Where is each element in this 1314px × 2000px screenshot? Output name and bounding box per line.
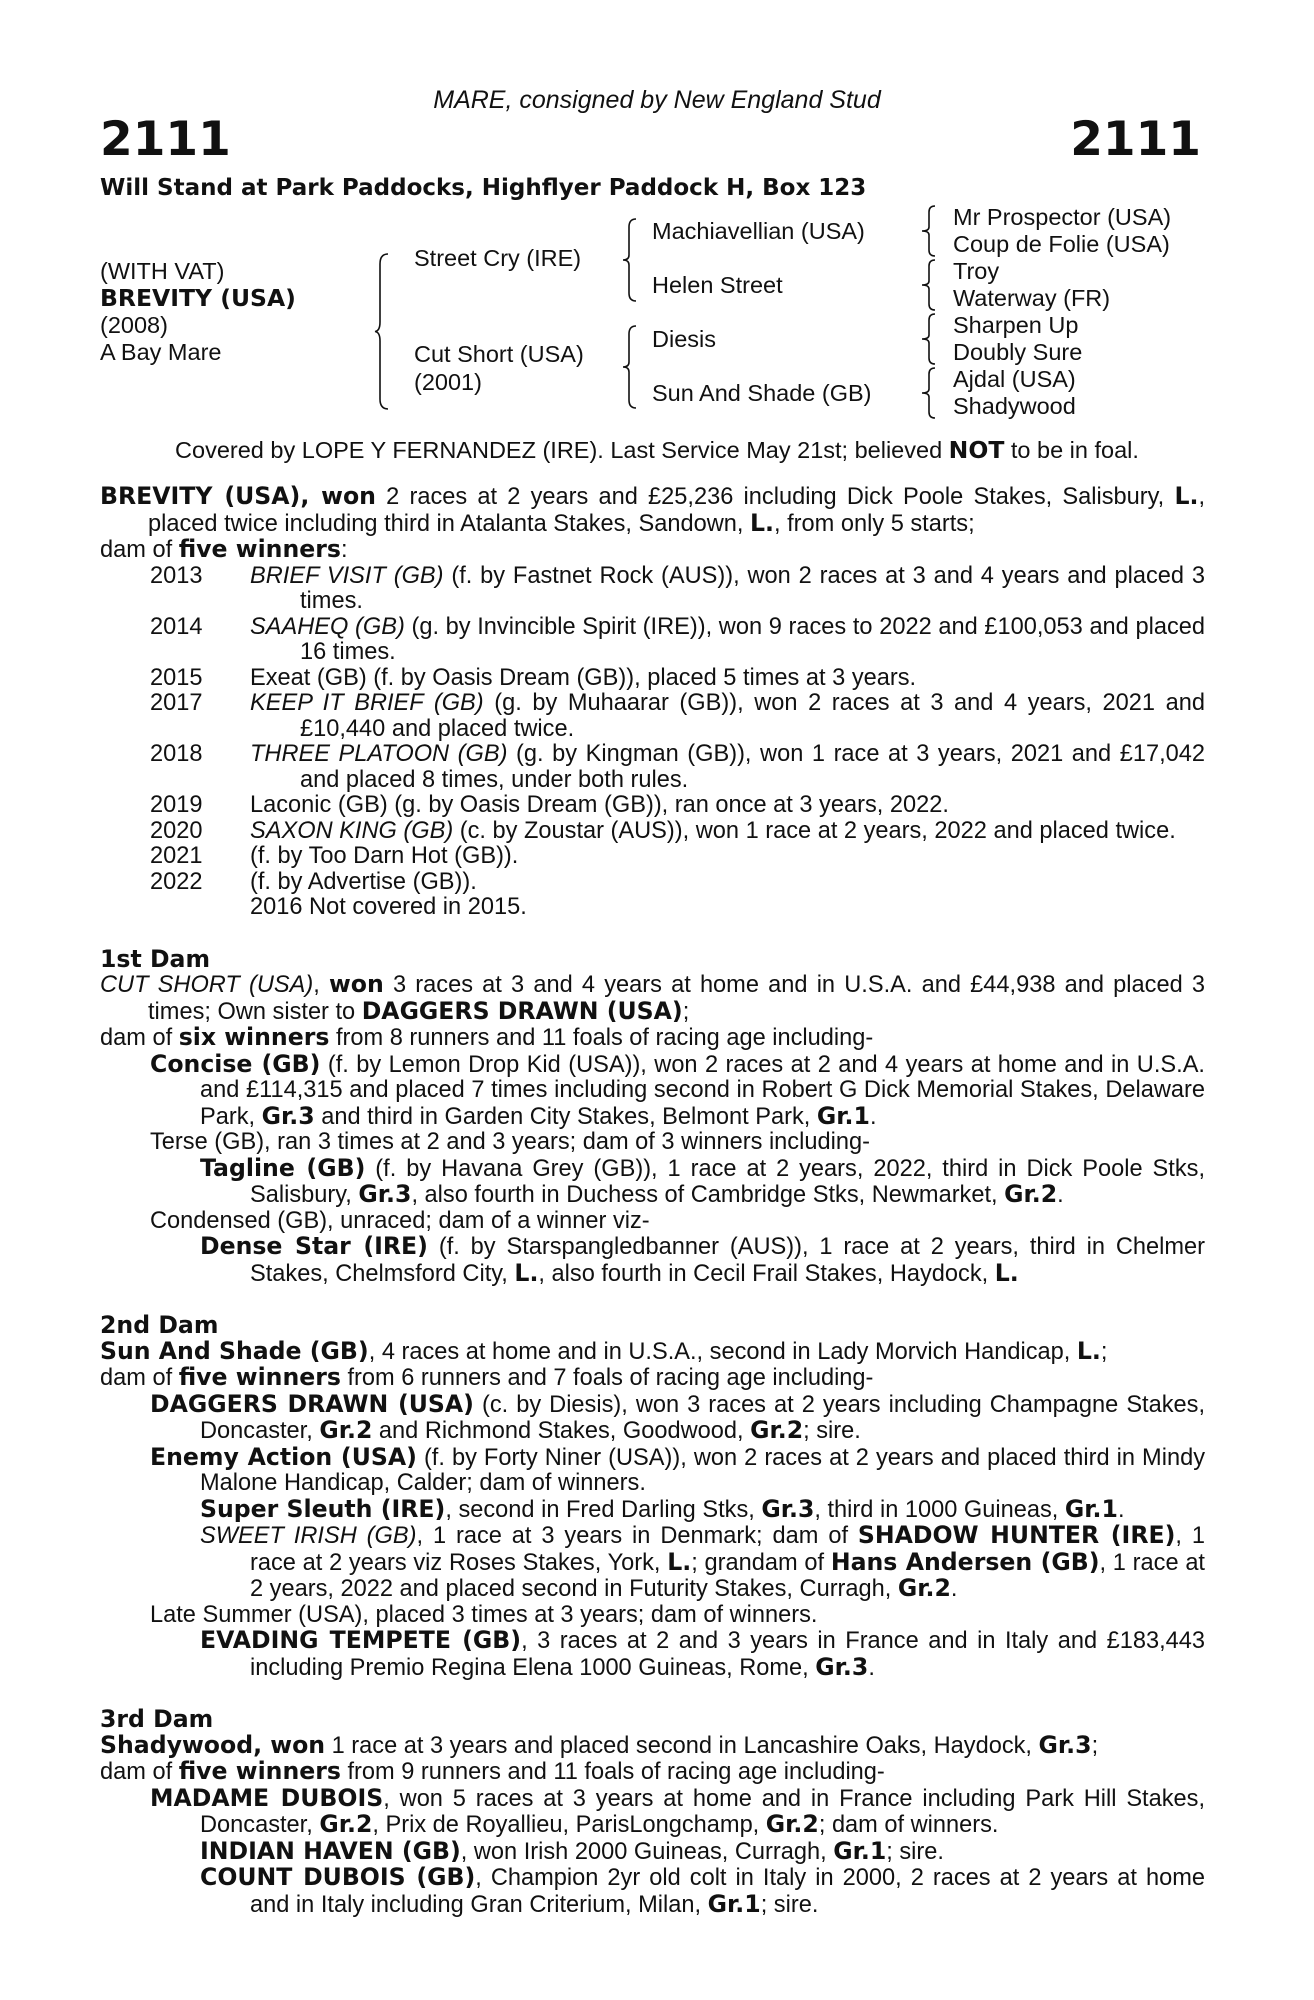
consignment-subtitle: MARE, consigned by New England Stud <box>433 86 881 114</box>
ancestor-8: Shadywood <box>953 393 1076 419</box>
mare-summary: BREVITY (USA), won 2 races at 2 years and £25,236 including Dick Poole Stakes, Salisbury, L., placed twice including third in Atalanta Stakes, Sandown, L., from only 5 starts; <box>100 482 1205 537</box>
third-dam-heading: 3rd Dam <box>100 1705 214 1733</box>
progeny-row: 2021 (f. by Too Darn Hot (GB)). <box>150 843 519 869</box>
second-dam-produce: DAGGERS DRAWN (USA) (c. by Diesis), won 3 races at 2 years including Champagne Stakes, Doncaster, Gr.2 and Richmond Stakes, Goodwood, Gr.2; sire. <box>150 1389 1206 1444</box>
pedigree-brace-g3-1 <box>922 206 936 256</box>
first-dam-heading: 1st Dam <box>100 944 211 973</box>
third-dam-produce: MADAME DUBOIS, won 5 races at 3 years at home and in France including Park Hill Stakes, Doncaster, Gr.2, Prix de Royallieu, ParisLongchamp, Gr.2; dam of winners. <box>150 1783 1206 1838</box>
first-dam-produce: Condensed (GB), unraced; dam of a winner viz- <box>150 1207 650 1234</box>
progeny-row: 2022 (f. by Advertise (GB)). <box>150 868 477 895</box>
third-dam-grandproduce: INDIAN HAVEN (GB), won Irish 2000 Guineas, Curragh, Gr.1; sire. <box>200 1836 944 1865</box>
second-dam-grandproduce: Super Sleuth (IRE), second in Fred Darling Stks, Gr.3, third in 1000 Guineas, Gr.1. <box>200 1494 1125 1523</box>
lot-number-left: 2111 <box>100 112 231 167</box>
third-dam-grandproduce: COUNT DUBOIS (GB), Champion 2yr old colt in Italy in 2000, 2 races at 2 years at home and in Italy including Gran Criterium, Milan, Gr.1; sire. <box>200 1863 1205 1918</box>
ancestor-3: Troy <box>953 258 1000 284</box>
sire-name: Street Cry (IRE) <box>414 245 582 271</box>
ancestor-7: Ajdal (USA) <box>953 366 1076 392</box>
progeny-row: 2019 Laconic (GB) (g. by Oasis Dream (GB)), ran once at 3 years, 2022. <box>150 792 949 818</box>
dam-year: (2001) <box>414 369 482 395</box>
third-dam-dam-of: dam of five winners from 9 runners and 11 foals of racing age including- <box>100 1757 885 1785</box>
pedigree-brace-main <box>375 254 389 409</box>
second-dam-produce: Late Summer (USA), placed 3 times at 3 years; dam of winners. <box>150 1601 818 1628</box>
horse-name: BREVITY (USA) <box>100 284 296 312</box>
pedigree-brace-g3-3 <box>922 314 936 364</box>
stabling-location: Will Stand at Park Paddocks, Highflyer Paddock H, Box 123 <box>100 175 867 201</box>
sire-dam: Helen Street <box>652 272 783 298</box>
pedigree-brace-g3-2 <box>922 260 936 310</box>
second-dam-heading: 2nd Dam <box>100 1311 219 1339</box>
pedigree-brace-sire <box>623 219 637 301</box>
second-dam-grandproduce: SWEET IRISH (GB), 1 race at 3 years in Denmark; dam of SHADOW HUNTER (IRE), 1 race at 2 years viz Roses Stakes, York, L.; grandam of Hans Andersen (GB), 1 race at 2 years, 2022 and placed second in Futurity Stakes, Curragh, Gr.2. <box>200 1521 1206 1602</box>
pedigree-brace-g3-4 <box>922 368 936 418</box>
ancestor-2: Coup de Folie (USA) <box>953 231 1170 257</box>
ancestor-5: Sharpen Up <box>953 312 1079 338</box>
progeny-row: 2013 BRIEF VISIT (GB) (f. by Fastnet Rock (AUS)), won 2 races at 3 and 4 years and placed 3 times. <box>150 562 1205 614</box>
second-dam-produce: Enemy Action (USA) (f. by Forty Niner (USA)), won 2 races at 2 years and placed third in Mindy Malone Handicap, Calder; dam of winners. <box>150 1442 1205 1496</box>
third-dam-summary: Shadywood, won 1 race at 3 years and placed second in Lancashire Oaks, Haydock, Gr.3; <box>100 1730 1099 1759</box>
ancestor-6: Doubly Sure <box>953 339 1083 365</box>
catalogue-body <box>100 484 1205 1918</box>
first-dam-produce: Terse (GB), ran 3 times at 2 and 3 years; dam of 3 winners including- <box>150 1129 870 1155</box>
progeny-row: 2017 KEEP IT BRIEF (GB) (g. by Muhaarar (GB)), won 2 races at 3 and 4 years, 2021 and £10,440 and placed twice. <box>150 690 1205 742</box>
dam-sire: Diesis <box>652 326 716 352</box>
first-dam-summary: CUT SHORT (USA), won 3 races at 3 and 4 years at home and in U.S.A. and £44,938 and placed 3 times; Own sister to DAGGERS DRAWN (USA); <box>100 970 1206 1025</box>
horse-description: A Bay Mare <box>100 339 222 365</box>
pedigree-brace-dam <box>623 326 637 408</box>
progeny-row: 2014 SAAHEQ (GB) (g. by Invincible Spirit (IRE)), won 9 races to 2022 and £100,053 and placed 16 times. <box>150 613 1205 665</box>
covering-note: Covered by LOPE Y FERNANDEZ (IRE). Last Service May 21st; believed NOT to be in foal. <box>175 436 1139 464</box>
second-dam-dam-of: dam of five winners from 6 runners and 7 foals of racing age including- <box>100 1363 874 1391</box>
lot-number-right: 2111 <box>1070 112 1201 167</box>
dam-dam: Sun And Shade (GB) <box>652 380 872 406</box>
first-dam-grandproduce: Dense Star (IRE) (f. by Starspangledbanner (AUS)), 1 race at 2 years, third in Chelmer Stakes, Chelmsford City, L., also fourth in Cecil Frail Stakes, Haydock, L. <box>200 1232 1205 1287</box>
progeny-row: 2015 Exeat (GB) (f. by Oasis Dream (GB)), placed 5 times at 3 years. <box>150 664 917 691</box>
vat-note: (WITH VAT) <box>100 258 225 284</box>
second-dam-grandproduce: EVADING TEMPETE (GB), 3 races at 2 and 3 years in France and in Italy and £183,443 including Premio Regina Elena 1000 Guineas, Rome, Gr.3. <box>200 1626 1205 1681</box>
progeny-row: 2020 SAXON KING (GB) (c. by Zoustar (AUS)), won 1 race at 2 years, 2022 and placed twice. <box>150 817 1176 844</box>
ancestor-4: Waterway (FR) <box>953 285 1111 311</box>
progeny-row: 2018 THREE PLATOON (GB) (g. by Kingman (GB)), won 1 race at 3 years, 2021 and £17,042 and placed 8 times, under both rules. <box>150 741 1205 793</box>
horse-year: (2008) <box>100 312 168 338</box>
progeny-row: 2016 Not covered in 2015. <box>250 894 527 920</box>
ancestor-1: Mr Prospector (USA) <box>953 204 1172 230</box>
sire-sire: Machiavellian (USA) <box>652 218 865 244</box>
second-dam-summary: Sun And Shade (GB), 4 races at home and in U.S.A., second in Lady Morvich Handicap, L.; <box>100 1336 1108 1365</box>
horse-identity <box>100 258 296 366</box>
first-dam-dam-of: dam of six winners from 8 runners and 11 foals of racing age including- <box>100 1023 874 1051</box>
covering-not: NOT <box>948 436 1005 464</box>
mare-dam-of: dam of five winners: <box>100 535 348 563</box>
first-dam-produce: Concise (GB) (f. by Lemon Drop Kid (USA)), won 2 races at 2 and 4 years at home and in U.S.A. and £114,315 and placed 7 times including second in Robert G Dick Memorial Stakes, Delaware Park, Gr.3 and third in Garden City Stakes, Belmont Park, Gr.1. <box>150 1049 1205 1130</box>
first-dam-grandproduce: Tagline (GB) (f. by Havana Grey (GB)), 1 race at 2 years, 2022, third in Dick Poole Stks, Salisbury, Gr.3, also fourth in Duchess of Cambridge Stks, Newmarket, Gr.2. <box>200 1153 1205 1208</box>
dam-name: Cut Short (USA) <box>414 341 584 367</box>
